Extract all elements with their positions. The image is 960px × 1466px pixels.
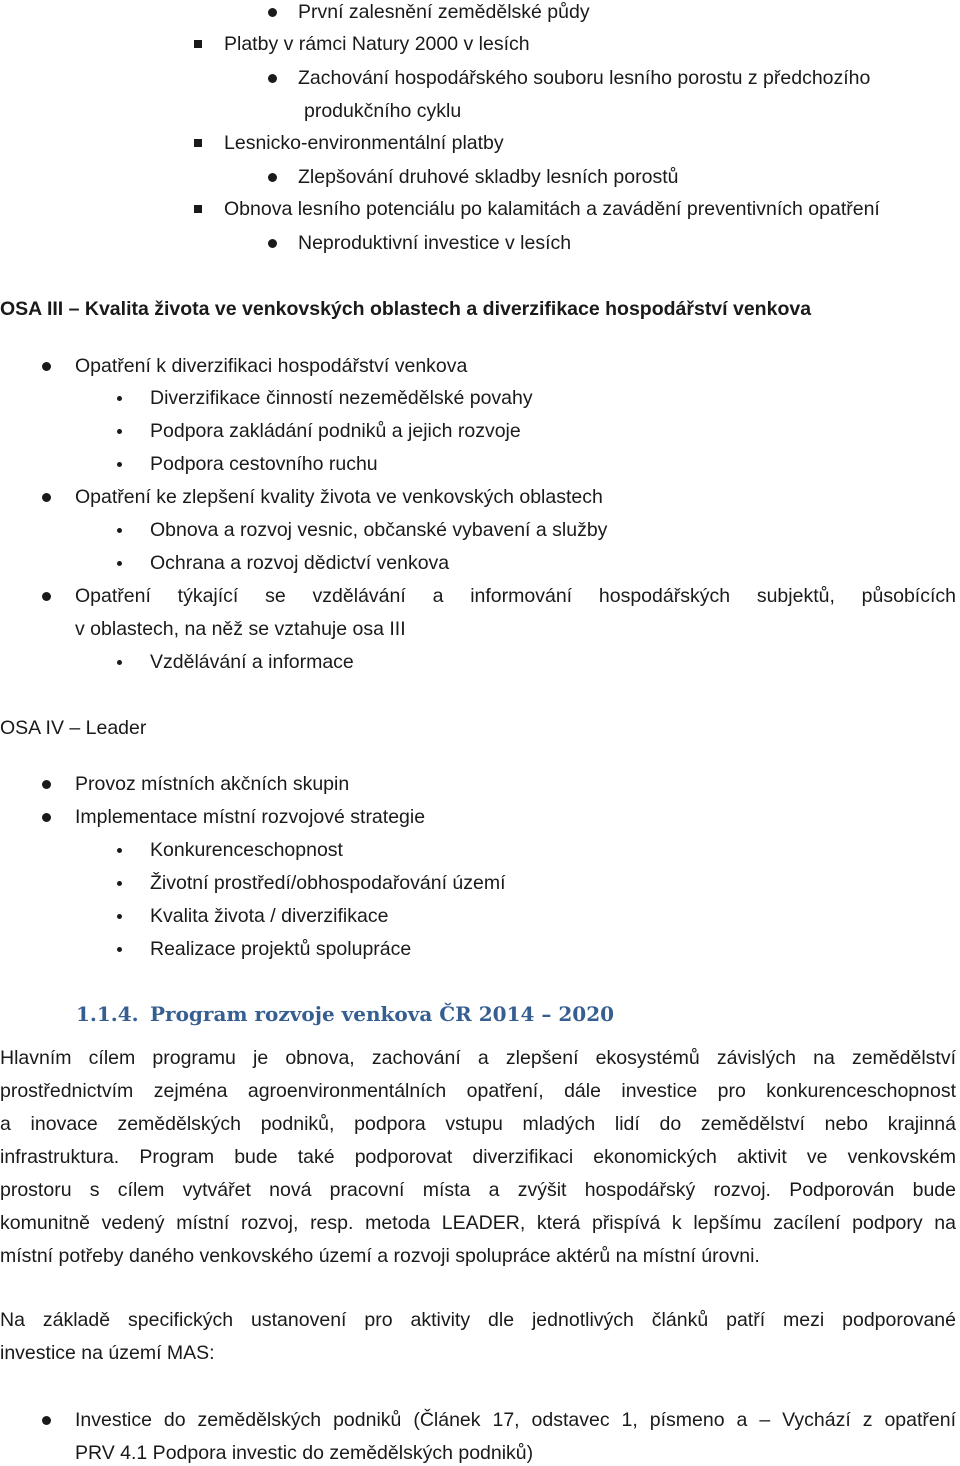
bullet-square-icon — [194, 139, 202, 147]
bullet-dot-icon — [268, 239, 277, 248]
list-item: Implementace místní rozvojové strategie — [75, 806, 426, 828]
bullet-dot-icon — [42, 780, 51, 789]
bullet-dot-icon — [42, 1416, 51, 1425]
list-item: Obnova a rozvoj vesnic, občanské vybavení a služby — [150, 519, 608, 541]
list-item: Obnova lesního potenciálu po kalamitách a zavádění preventivních opatření — [224, 198, 880, 220]
list-item: Zachování hospodářského souboru lesního porostu z předchozího — [298, 67, 871, 89]
list-item: Neproduktivní investice v lesích — [298, 232, 572, 254]
list-item: Realizace projektů spolupráce — [150, 938, 412, 960]
list-item: Podpora cestovního ruchu — [150, 453, 378, 475]
bullet-small-dot-icon — [117, 561, 122, 566]
bullet-small-dot-icon — [117, 914, 122, 919]
paragraph-line: infrastruktura. Program bude také podporovat diverzifikaci ekonomických aktivit ve venkovském — [0, 1146, 956, 1168]
paragraph-line: Hlavním cílem programu je obnova, zachování a zlepšení ekosystémů závislých na zemědělství — [0, 1047, 956, 1069]
list-item: Opatření týkající se vzdělávání a informování hospodářských subjektů, působících — [75, 585, 956, 607]
list-item: Diverzifikace činností nezemědělské povahy — [150, 387, 533, 409]
bullet-square-icon — [194, 205, 202, 213]
list-item: Ochrana a rozvoj dědictví venkova — [150, 552, 450, 574]
bullet-dot-icon — [42, 813, 51, 822]
list-item: Konkurenceschopnost — [150, 839, 343, 861]
paragraph-line: investice na území MAS: — [0, 1342, 215, 1364]
bullet-small-dot-icon — [117, 528, 122, 533]
paragraph-line: prostoru s cílem vytvářet nová pracovní místa a zvýšit hospodářský rozvoj. Podporován bude — [0, 1179, 956, 1201]
list-item: Vzdělávání a informace — [150, 651, 354, 673]
osa4-heading: OSA IV – Leader — [0, 717, 147, 739]
bullet-small-dot-icon — [117, 881, 122, 886]
paragraph-line: a inovace zemědělských podniků, podpora vstupu mladých lidí do zemědělství nebo krajinná — [0, 1113, 956, 1135]
bullet-small-dot-icon — [117, 462, 122, 467]
paragraph-line: komunitně vedený místní rozvoj, resp. metoda LEADER, která přispívá k lepšímu zacílení podpory na — [0, 1212, 956, 1234]
bullet-dot-icon — [42, 362, 51, 371]
bullet-dot-icon — [42, 592, 51, 601]
section-title: Program rozvoje venkova ČR 2014 – 2020 — [150, 1002, 615, 1026]
paragraph-line: místní potřeby daného venkovského území a rozvoji spolupráce aktérů na místní úrovni. — [0, 1245, 760, 1267]
list-item: Provoz místních akčních skupin — [75, 773, 350, 795]
list-item: Opatření ke zlepšení kvality života ve venkovských oblastech — [75, 486, 603, 508]
section-number: 1.1.4. — [76, 1002, 139, 1026]
list-item: Životní prostředí/obhospodařování území — [150, 872, 506, 894]
bullet-dot-icon — [268, 173, 277, 182]
osa3-heading: OSA III – Kvalita života ve venkovských oblastech a diverzifikace hospodářství venkova — [0, 298, 812, 320]
bullet-dot-icon — [42, 493, 51, 502]
bullet-small-dot-icon — [117, 848, 122, 853]
list-item: Podpora zakládání podniků a jejich rozvoje — [150, 420, 521, 442]
bullet-small-dot-icon — [117, 660, 122, 665]
list-item: Platby v rámci Natury 2000 v lesích — [224, 33, 530, 55]
bullet-small-dot-icon — [117, 947, 122, 952]
paragraph-line: Na základě specifických ustanovení pro aktivity dle jednotlivých článků patří mezi podporované — [0, 1309, 956, 1331]
list-item: Lesnicko-environmentální platby — [224, 132, 504, 154]
bullet-small-dot-icon — [117, 429, 122, 434]
bullet-dot-icon — [268, 74, 277, 83]
bullet-dot-icon — [268, 8, 277, 17]
paragraph-line: prostřednictvím zejména agroenvironmentálních opatření, dále investice pro konkurenceschopnost — [0, 1080, 956, 1102]
list-item-continuation: PRV 4.1 Podpora investic do zemědělských podniků) — [75, 1442, 534, 1464]
bullet-square-icon — [194, 40, 202, 48]
list-item-continuation: produkčního cyklu — [304, 100, 462, 122]
list-item: Investice do zemědělských podniků (Článek 17, odstavec 1, písmeno a – Vychází z opatření — [75, 1409, 956, 1431]
list-item: První zalesnění zemědělské půdy — [298, 1, 590, 23]
list-item: Zlepšování druhové skladby lesních porostů — [298, 166, 679, 188]
list-item: Kvalita života / diverzifikace — [150, 905, 389, 927]
bullet-small-dot-icon — [117, 396, 122, 401]
list-item: Opatření k diverzifikaci hospodářství venkova — [75, 355, 468, 377]
list-item-continuation: v oblastech, na něž se vztahuje osa III — [75, 618, 406, 640]
